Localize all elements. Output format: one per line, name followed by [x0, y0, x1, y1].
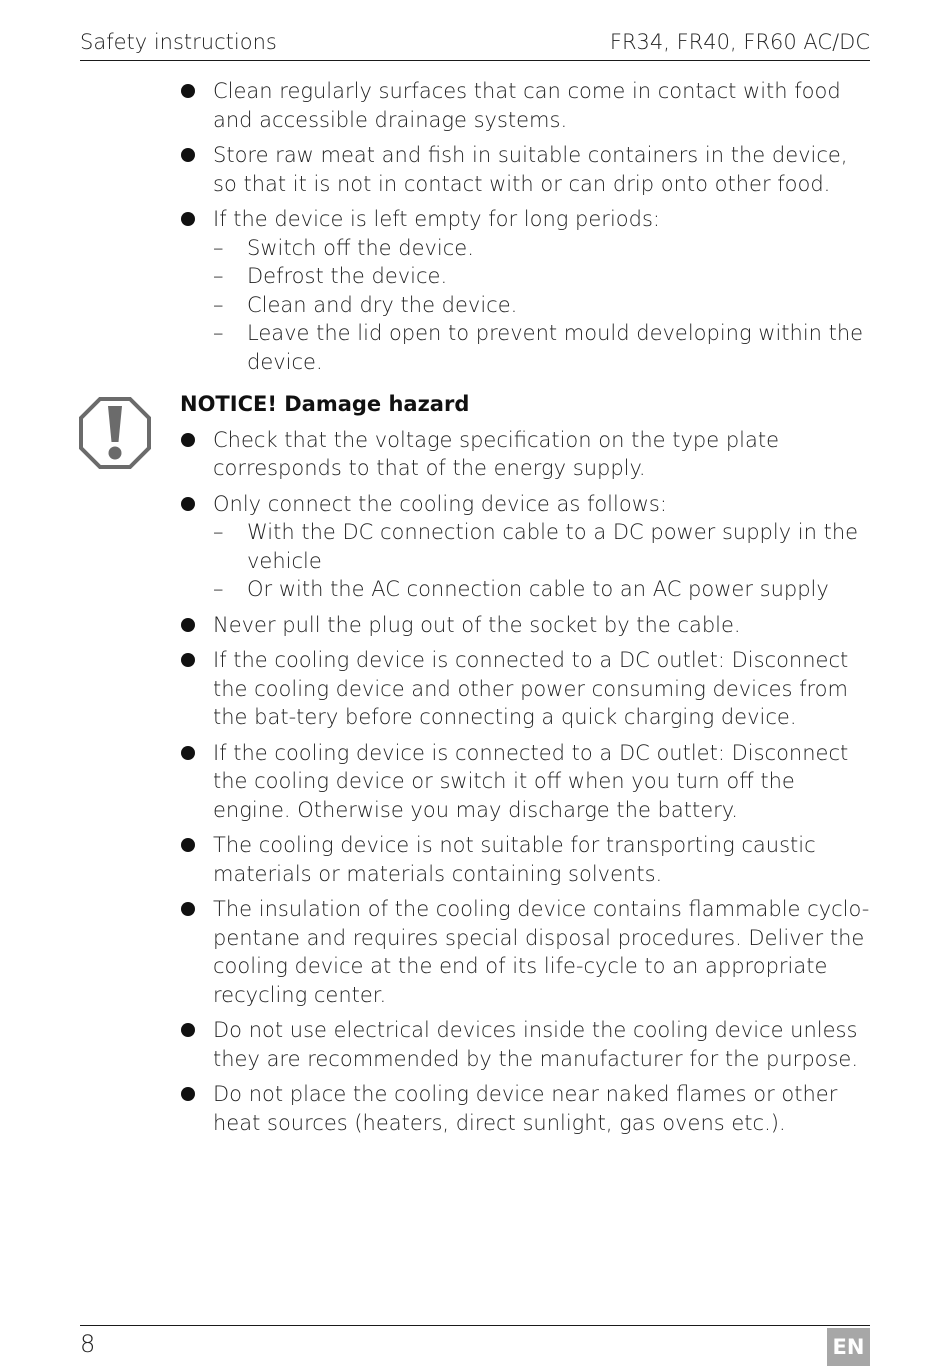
section-title: Safety instructions	[80, 30, 277, 54]
sub-list-item: – Or with the AC connection cable to an AC power supply	[213, 575, 872, 604]
warning-exclamation-octagon-icon	[79, 397, 151, 469]
sub-list	[213, 234, 872, 377]
page-footer	[80, 1325, 870, 1366]
list-item: Check that the voltage specification on the type plate corresponds to that of the energy supply.	[180, 426, 872, 483]
list-item: Only connect the cooling device as follows: – With the DC connection cable to a DC power supply in the vehicle – Or with the AC connection cable to an AC power supply	[180, 490, 872, 604]
content-body	[180, 77, 872, 1144]
list-item: If the device is left empty for long periods: – Switch off the device. – Defrost the device. – Clean and dry the device. – Leave the lid open to prevent mould developing within the device.	[180, 205, 872, 376]
sub-list-item: – Clean and dry the device.	[213, 291, 872, 320]
sub-list-item: – Leave the lid open to prevent mould developing within the device.	[213, 319, 872, 376]
list-item: Do not use electrical devices inside the cooling device unless they are recommended by the manufacturer for the purpose.	[180, 1016, 872, 1073]
language-badge: EN	[827, 1328, 870, 1366]
sub-list-item: – Defrost the device.	[213, 262, 872, 291]
sub-list	[213, 518, 872, 604]
list-item: If the cooling device is connected to a DC outlet: Disconnect the cooling device or switch it off when you turn off the engine. Otherwise you may discharge the battery.	[180, 739, 872, 825]
hygiene-list	[180, 77, 872, 376]
notice-list	[180, 426, 872, 1138]
list-item: Do not place the cooling device near naked flames or other heat sources (heaters, direct sunlight, gas ovens etc.).	[180, 1080, 872, 1137]
list-item: Clean regularly surfaces that can come in contact with food and accessible drainage systems.	[180, 77, 872, 134]
list-item: The insulation of the cooling device contains flammable cyclo-pentane and requires special disposal procedures. Deliver the cooling device at the end of its life-cycle to an appropriate recycling center.	[180, 895, 872, 1009]
sub-list-item: – Switch off the device.	[213, 234, 872, 263]
sub-list-item: – With the DC connection cable to a DC power supply in the vehicle	[213, 518, 872, 575]
page-header	[80, 26, 870, 61]
notice-title: NOTICE! Damage hazard	[180, 392, 470, 416]
list-item: If the cooling device is connected to a DC outlet: Disconnect the cooling device and other power consuming devices from the bat-tery before connecting a quick charging device.	[180, 646, 872, 732]
model-names: FR34, FR40, FR60 AC/DC	[609, 30, 870, 54]
list-item: Store raw meat and fish in suitable containers in the device, so that it is not in contact with or can drip onto other food.	[180, 141, 872, 198]
list-item: Never pull the plug out of the socket by the cable.	[180, 611, 872, 640]
page-number: 8	[80, 1330, 96, 1358]
list-item: The cooling device is not suitable for transporting caustic materials or materials containing solvents.	[180, 831, 872, 888]
